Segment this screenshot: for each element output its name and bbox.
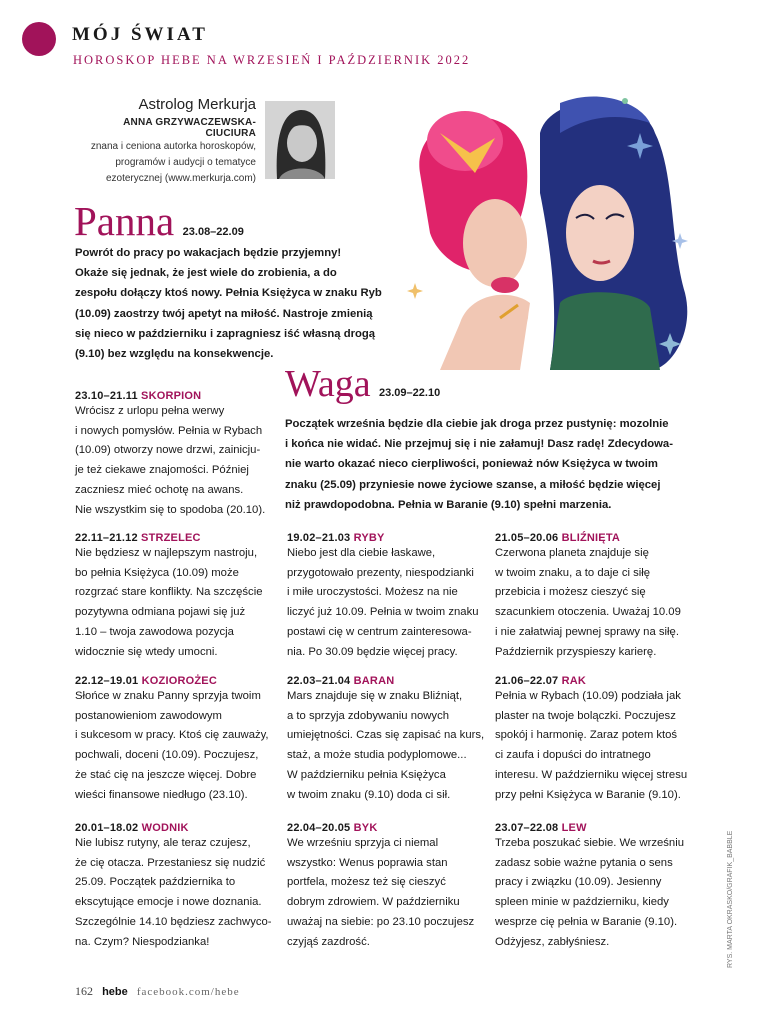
sign-heading: 22.04–20.05 BYK bbox=[287, 822, 378, 834]
panna-text: Powrót do pracy po wakacjach będzie przyjemny! Okaże się jednak, że jest wiele do zrobienia, a do zespołu dołączy ktoś nowy. Pełnia Księżyca w znaku Ryb (10.09) zaostrzy twój apetyt na miłość. Nastroje zmienią się nieco w październiku i zapragniesz iść własną drogą (9.10) bez względu na konsekwencje. bbox=[75, 247, 382, 361]
panna-name: Panna bbox=[74, 198, 175, 244]
page-subtitle: HOROSKOP HEBE NA WRZESIEŃ I PAŹDZIERNIK 2022 bbox=[73, 53, 471, 67]
author-desc-2: programów i audycji o tematyce bbox=[115, 157, 256, 168]
section-dot bbox=[22, 22, 56, 56]
sign-heading: 21.06–22.07 RAK bbox=[495, 675, 587, 687]
sign-heading: 23.10–21.11 SKORPION bbox=[75, 390, 202, 402]
sign-ryby: 19.02–21.03 RYBY Niebo jest dla ciebie łaskawe, przygotowało prezenty, niespodzianki i miłe uroczystości. Możesz na nie liczyć już 10.09. Pełnia w twoim znaku postawi cię w centrum zainteresowa- nia. Po 30.09 będzie więcej pracy. bbox=[287, 532, 479, 658]
credit-text: RYS. MARTA OKRASKO/GRAFIK_BABBLE bbox=[727, 830, 734, 968]
sign-heading: 20.01–18.02 WODNIK bbox=[75, 822, 189, 834]
author-info bbox=[78, 96, 256, 187]
twin-women-illustration bbox=[400, 93, 697, 370]
sign-baran: 22.03–21.04 BARAN Mars znajduje się w znaku Bliźniąt, a to sprzyja zdobywaniu nowych umiejętności. Czas się zapisać na kurs, staż, a może studia podyplomowe... W październiku pełnia Księżyca w twoim znaku (9.10) doda ci sił. bbox=[287, 675, 485, 801]
waga-date: 23.09–22.10 bbox=[379, 387, 441, 399]
sign-strzelec: 22.11–21.12 STRZELEC Nie będziesz w najlepszym nastroju, bo pełnia Księżyca (10.09) może rozgrzać stare konflikty. Na szczęście pozytywna odmiana pojawi się już 1.10 – twoja zawodowa pozycja widocznie się wtedy umocni. bbox=[75, 532, 263, 658]
facebook-link[interactable]: facebook.com/hebe bbox=[136, 986, 240, 998]
author-desc-1: znana i ceniona autorka horoskopów, bbox=[90, 141, 256, 152]
waga-text: Początek września będzie dla ciebie jak droga przez pustynię: mozolnie i końca nie widać. Nie przejmuj się i nie załamuj! Dasz radę! Zdecydowa- nie warto okazać nieco cierpliwości, ponieważ nów Księżyca w twoim znaku (25.09) przyniesie nowe życiowe szanse, a miłość będzie więcej niż prawdopodobna. Pełnia w Baranie (9.10) spełni marzenia. bbox=[285, 418, 673, 511]
sign-heading: 22.11–21.12 STRZELEC bbox=[75, 532, 201, 544]
page-footer bbox=[75, 984, 240, 999]
section-title: MÓJ ŚWIAT bbox=[72, 24, 208, 45]
illustration-credit bbox=[722, 808, 736, 968]
brand-logo: hebe bbox=[102, 986, 128, 998]
panna-date: 23.08–22.09 bbox=[182, 226, 244, 238]
sign-koziorozec: 22.12–19.01 KOZIOROŻEC Słońce w znaku Panny sprzyja twoim postanowieniom zawodowym i sukcesom w pracy. Ktoś cię zauważy, pochwali, doceni (10.09). Poczujesz, że stać cię na jeszcze więcej. Dobre wieści finansowe niedługo (23.10). bbox=[75, 675, 269, 801]
sign-wodnik: 20.01–18.02 WODNIK Nie lubisz rutyny, ale teraz czujesz, że cię otacza. Przestaniesz się nudzić 25.09. Początek października to ekscytujące emocje i nowe doznania. Szczególnie 14.10 będziesz zachwyco- na. Czym? Niespodzianka! bbox=[75, 822, 272, 948]
author-desc-3: ezoterycznej (www.merkurja.com) bbox=[105, 173, 256, 184]
sign-skorpion: 23.10–21.11 SKORPION Wrócisz z urlopu pełna werwy i nowych pomysłów. Pełnia w Rybach (10.09) otworzy nowe drzwi, zainicju- je też ciekawe znajomości. Później zaczniesz mieć ochotę na awans. Nie wszystkim się to spodoba (20.10). bbox=[75, 390, 266, 516]
sign-byk: 22.04–20.05 BYK We wrześniu sprzyja ci niemal wszystko: Wenus poprawia stan portfela, możesz też się cieszyć dobrym zdrowiem. W październiku uważaj na siebie: po 23.10 poczujesz czyjąś zazdrość. bbox=[287, 822, 475, 948]
sign-rak: 21.06–22.07 RAK Pełnia w Rybach (10.09) podziała jak plaster na twoje bolączki. Poczujesz spokój i harmonię. Zaraz potem ktoś ci zaufa i dopuści do intratnego interesu. W październiku więcej stresu przy pełni Księżyca w Baranie (9.10). bbox=[495, 675, 688, 801]
waga-name: Waga bbox=[285, 363, 371, 405]
sign-heading: 22.03–21.04 BARAN bbox=[287, 675, 395, 687]
sign-bliznieta: 21.05–20.06 BLIŹNIĘTA Czerwona planeta znajduje się w twoim znaku, a to daje ci siłę przebicia i możesz cieszyć się szacunkiem otoczenia. Uważaj 10.09 i nie załatwiaj pewnej sprawy na siłę. Październik przyspieszy karierę. bbox=[495, 532, 681, 658]
sign-heading: 21.05–20.06 BLIŹNIĘTA bbox=[495, 532, 621, 544]
author-name: ANNA GRZYWACZEWSKA-CIUCIURA bbox=[123, 117, 256, 139]
sign-heading: 23.07–22.08 LEW bbox=[495, 822, 587, 834]
author-photo bbox=[265, 101, 335, 179]
page-number: 162 bbox=[75, 984, 93, 998]
panna-heading bbox=[74, 197, 244, 245]
sign-heading: 19.02–21.03 RYBY bbox=[287, 532, 385, 544]
sign-lew: 23.07–22.08 LEW Trzeba poszukać siebie. We wrześniu zadasz sobie ważne pytania o sens pracy i związku (10.09). Jesienny spleen minie w październiku, kiedy wesprze cię pełnia w Baranie (9.10). Odżyjesz, zabłyśniesz. bbox=[495, 822, 684, 948]
author-role: Astrolog Merkurja bbox=[138, 96, 256, 113]
waga-heading bbox=[285, 362, 440, 406]
sign-heading: 22.12–19.01 KOZIOROŻEC bbox=[75, 675, 217, 687]
